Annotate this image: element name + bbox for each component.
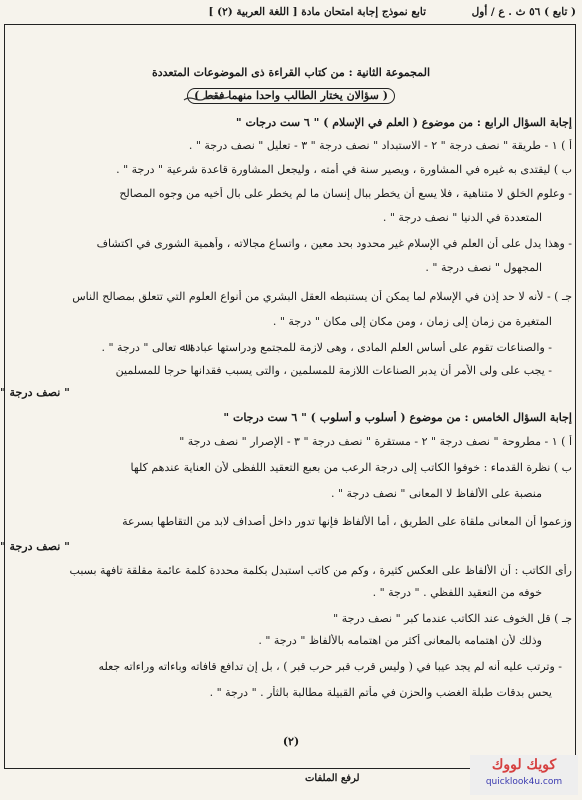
q5-line-1: أ ) ١ - مطروحة " نصف درجة " ٢ - مستقرة " نصف درجة " ٣ - الإصرار " نصف درجة " (179, 435, 572, 448)
q5-line-8: جـ ) قل الخوف عند الكاتب عندما كبر " نصف درجة " (333, 612, 572, 625)
q5-line-5: " نصف درجة " (0, 540, 70, 553)
q4-line-4: المتعددة في الدنيا " نصف درجة " . (382, 211, 542, 224)
q4-line-5: - وهذا يدل على أن العلم في الإسلام غير محدود بحد معين ، واتساع مجالاته ، وأهمية الشورى في اكتشاف (96, 237, 572, 250)
q4-line-6: المجهول " نصف درجة " . (425, 261, 542, 274)
watermark-logo (470, 755, 578, 795)
q5-line-2: ب ) نظرة القدماء : خوفوا الكاتب إلى درجة الرعب من بعبع التعقيد اللفظى لأن العناية عندهم كلها (130, 461, 572, 474)
q4-line-9: - والصناعات تقوم على أساس العلم المادى ، وهى لازمة للمجتمع ودراستها عبادة ﷲ تعالى " درجة " . (101, 341, 552, 354)
group-note: ( سؤالان يختار الطالب واحدا منهما فقط ) (187, 88, 395, 104)
q4-line-7: جـ ) - لأنه لا حد إذن في الإسلام لما يمكن أن يستنبطه العقل البشري من أنواع العلوم التي تتعلق بمصالح الناس (72, 290, 572, 303)
q4-line-2: ب ) ليقتدى به غيره في المشاورة ، ويصير سنة في أمته ، وليجعل المشاورة قاعدة شرعية " درجة " . (116, 163, 572, 176)
group-title: المجموعة الثانية : من كتاب القراءة ذى الموضوعات المتعددة (151, 66, 431, 79)
watermark-url: quicklook4u.com (485, 777, 563, 787)
q5-line-11: يحس بدقات طبلة الغضب والحزن في مأتم القبيلة مطالبة بالثأر . " درجة " . (209, 686, 552, 699)
q5-line-6: رأى الكاتب : أن الألفاظ على العكس كثيرة ، وكم من كاتب استبدل بكلمة محددة كلمة عائمة مقلقة تافهة بسبب (69, 564, 572, 577)
page-header (6, 6, 576, 22)
q5-line-3: منصبة على الألفاظ لا المعانى " نصف درجة " . (330, 487, 542, 500)
q4-line-3: - وعلوم الخلق لا متناهية ، فلا يسع أن يخطر ببال إنسان ما لم يخطر على بال أخيه من وجوه المصالح (119, 187, 572, 200)
q5-line-9: وذلك لأن اهتمامه بالمعانى أكثر من اهتمامه بالألفاظ " درجة " . (258, 634, 542, 647)
q4-line-10: - يجب على ولى الأمر أن يدبر الصناعات اللازمة للمسلمين ، والتى يسبب فقدانها حرجا للمسلمين (115, 364, 552, 377)
q4-line-8: المتغيرة من زمان إلى زمان ، ومن مكان إلى مكان " درجة " . (272, 315, 552, 328)
q5-line-4: وزعموا أن المعانى ملقاة على الطريق ، أما الألفاظ فإنها تدور داخل أصداف لابد من التقاطها بسرعة (122, 515, 572, 528)
q5-heading: إجابة السؤال الخامس : من موضوع ( أسلوب و أسلوب ) " ٦ ست درجات " (223, 411, 572, 424)
page-number: (٢) (282, 735, 300, 748)
q5-line-10: - وترتب عليه أنه لم يجد عيبا في ( وليس قرب قبر حرب قبر ) ، بل إن تدافع قافاته وباءاته وراءاته جعله (98, 660, 562, 673)
handwritten-scribble (182, 92, 242, 106)
q4-line-1: أ ) ١ - طريقة " نصف درجة " ٢ - الاستبداد " نصف درجة " ٣ - تعليل " نصف درجة " . (188, 139, 572, 152)
watermark-name: كويك لووك (491, 757, 557, 773)
watermark-upload-text: لرفع الملفات (305, 773, 360, 784)
header-title: تابع نموذج إجابة امتحان مادة [ اللغة العربية (٢) ] (208, 6, 426, 18)
header-continued: ( تابع ) ٥٦ ث . ع / أول (471, 6, 576, 18)
q4-heading: إجابة السؤال الرابع : من موضوع ( العلم في الإسلام ) " ٦ ست درجات " (235, 116, 572, 129)
q5-line-7: خوفه من التعقيد اللفظي . " درجة " . (372, 586, 542, 599)
q4-line-11: " نصف درجة " (0, 386, 70, 399)
